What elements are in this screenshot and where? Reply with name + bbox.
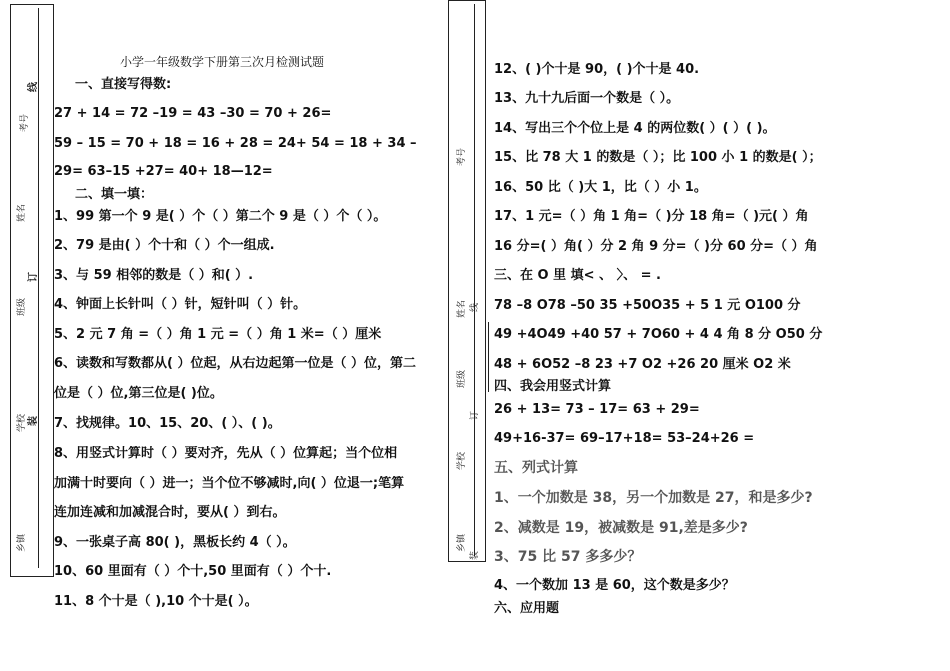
page-title: 小学一年级数学下册第三次月检测试题	[120, 55, 325, 69]
fill-item-6: 6、读数和写数都从( ）位起，从右边起第一位是（ ）位，第二	[54, 356, 417, 371]
right-binding-label-town: 乡镇	[457, 533, 467, 552]
right-binding-outer-line	[488, 322, 489, 392]
vertical-calc-row-1: 26 + 13= 73 – 17= 63 + 29=	[494, 402, 700, 417]
left-binding-label-town: 乡镇	[17, 533, 27, 552]
section-2-heading: 二、填一填：	[75, 187, 154, 202]
left-binding-label-name: 姓名	[17, 203, 27, 222]
fill-item-16: 16、50 比（ )大 1，比（ ）小 1。	[494, 180, 707, 195]
fill-item-8: 8、用竖式计算时（ ）要对齐，先从（ ）位算起；当个位相	[54, 446, 398, 461]
compare-row-1: 78 –8 O78 –50 35 +50O35 + 5 1 元 O100 分	[494, 298, 801, 313]
fill-item-6-cont: 位是（ ）位,第三位是( )位。	[54, 386, 223, 401]
right-binding-line	[474, 4, 475, 556]
fill-item-14: 14、写出三个个位上是 4 的两位数( ）( ）( )。	[494, 121, 776, 136]
section-5-heading: 五、列式计算	[494, 460, 578, 476]
left-binding-line	[38, 8, 39, 568]
fill-item-4: 4、钟面上长针叫（ ）针，短针叫（ ）针。	[54, 297, 307, 312]
section-3-heading: 三、在 O 里 填< 、 〉、 = .	[494, 268, 661, 283]
fill-item-10: 10、60 里面有（ ）个十,50 里面有（ ）个十.	[54, 564, 332, 579]
word-problem-2: 2、减数是 19，被减数是 91,差是多少?	[494, 520, 748, 536]
right-binding-label-staple-mid: 订	[470, 410, 480, 420]
right-binding-label-line: 线	[470, 302, 480, 312]
word-problem-3: 3、75 比 57 多多少？	[494, 549, 642, 565]
fill-item-8-cont-1: 加满十时要向（ ）进一；当个位不够减时,向( ）位退一;笔算	[54, 476, 405, 491]
fill-item-2: 2、79 是由( ）个十和（ ）个一组成.	[54, 238, 275, 253]
right-binding-label-class: 班级	[457, 369, 467, 388]
calc-row-1: 27 + 14 = 72 –19 = 43 –30 = 70 + 26=	[54, 106, 332, 121]
fill-item-13: 13、九十九后面一个数是（ ）。	[494, 91, 680, 106]
fill-item-17: 17、1 元=（ ）角 1 角=（ )分 18 角=（ )元( ）角	[494, 209, 809, 224]
right-binding-label-school: 学校	[457, 451, 467, 470]
word-problem-4: 4、一个数加 13 是 60，这个数是多少？	[494, 578, 735, 593]
fill-item-8-cont-2: 连加连减和加减混合时，要从( ）到右。	[54, 505, 286, 520]
fill-item-11: 11、8 个十是（ ),10 个十是( ）。	[54, 594, 258, 609]
section-1-heading: 一、直接写得数:	[75, 77, 172, 92]
right-binding-frame	[448, 0, 486, 562]
fill-item-5: 5、2 元 7 角 =（ ）角 1 元 =（ ）角 1 米=（ ）厘米	[54, 327, 382, 342]
compare-row-2: 49 +4O49 +40 57 + 7O60 + 4 4 角 8 分 O50 分	[494, 327, 823, 342]
right-binding-label-exam-no: 考号	[457, 147, 467, 166]
fill-item-17-cont: 16 分=( ）角( ）分 2 角 9 分=（ )分 60 分=（ ）角	[494, 239, 818, 254]
left-binding-label-class: 班级	[17, 297, 27, 316]
section-4-heading: 四、我会用竖式计算	[494, 379, 612, 394]
left-binding-label-exam-no: 考号	[20, 113, 30, 132]
calc-row-2: 59 – 15 = 70 + 18 = 16 + 28 = 24+ 54 = 18 + 34 –	[54, 136, 417, 151]
fill-item-1: 1、99 第一个 9 是( ）个（ ）第二个 9 是（ ）个（ ）。	[54, 209, 387, 224]
fill-item-9: 9、一张桌子高 80( )，黑板长约 4（ ）。	[54, 535, 296, 550]
fill-item-15: 15、比 78 大 1 的数是（ ）；比 100 小 1 的数是( ）；	[494, 150, 822, 165]
right-binding-label-name: 姓名	[457, 299, 467, 318]
word-problem-1: 1、一个加数是 38，另一个加数是 27，和是多少?	[494, 490, 813, 506]
left-binding-label-staple-mid: 订	[28, 272, 39, 282]
left-binding-label-bind: 装	[28, 416, 39, 426]
section-6-heading: 六、应用题	[494, 601, 560, 616]
fill-item-3: 3、与 59 相邻的数是（ ）和( ）.	[54, 268, 254, 283]
vertical-calc-row-2: 49+16-37= 69–17+18= 53–24+26 =	[494, 431, 755, 446]
calc-row-3: 29= 63–15 +27= 40+ 18—12=	[54, 164, 273, 179]
left-binding-label-line: 线	[28, 82, 39, 92]
fill-item-7: 7、找规律。10、15、20、( ）、( )。	[54, 416, 281, 431]
left-binding-label-school: 学校	[17, 413, 27, 432]
fill-item-12: 12、( )个十是 90，( )个十是 40.	[494, 62, 700, 77]
compare-row-3: 48 + 6O52 –8 23 +7 O2 +26 20 厘米 O2 米	[494, 357, 791, 372]
right-binding-label-bind: 装	[470, 550, 480, 560]
